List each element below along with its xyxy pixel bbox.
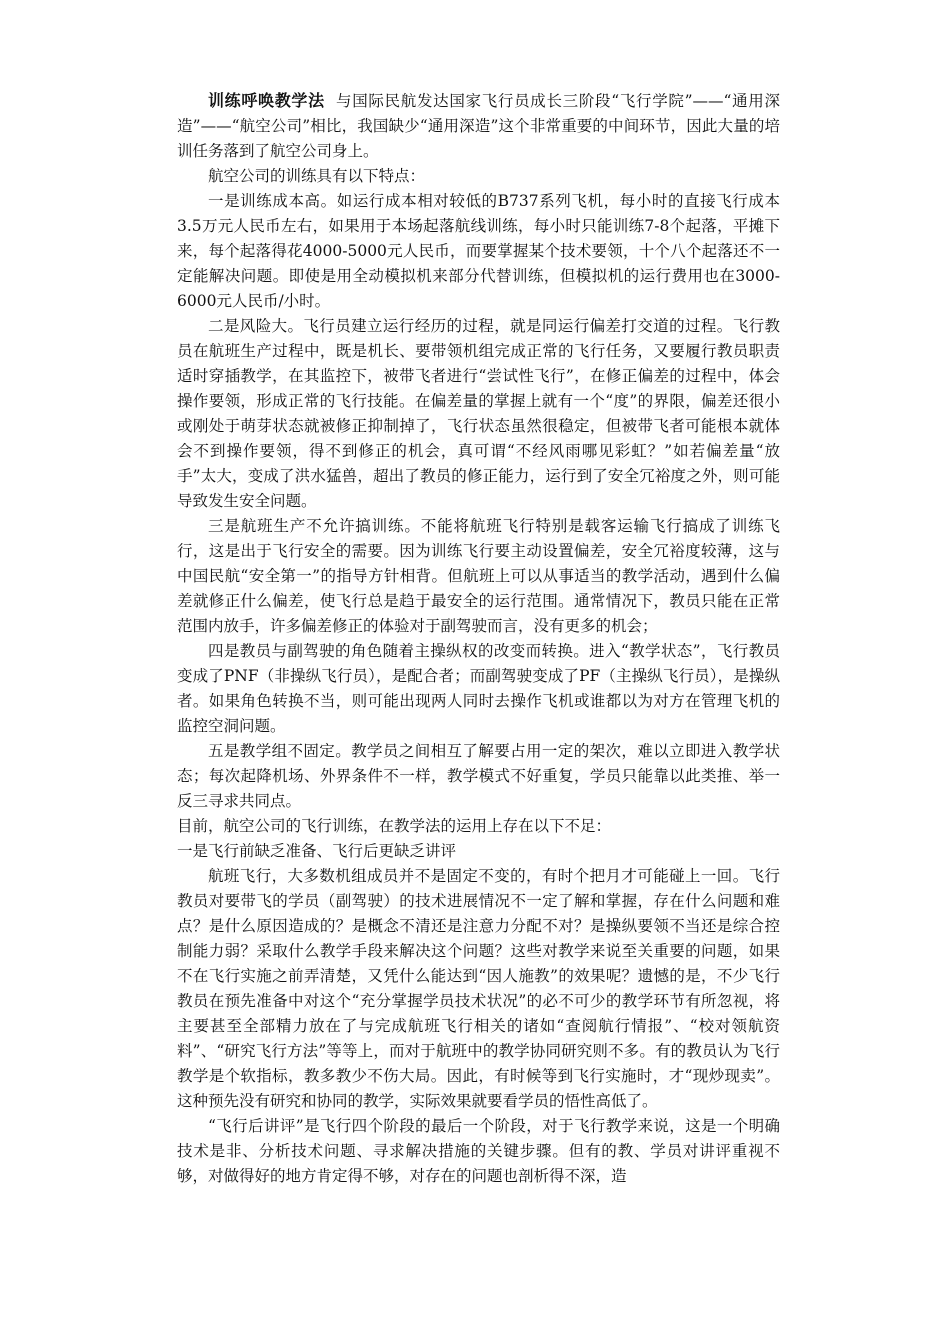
intro-paragraph: [177, 88, 780, 164]
intro-text: 与国际民航发达国家飞行员成长三阶段“飞行学院”——“通用深造”——“航空公司”相比，我国缺少“通用深造”这个非常重要的中间环节，因此大量的培训任务落到了航空公司身上。: [177, 92, 780, 160]
feature-point-3: 三是航班生产不允许搞训练。不能将航班飞行特别是载客运输飞行搞成了训练飞行，这是出于飞行安全的需要。因为训练飞行要主动设置偏差，安全冗裕度较薄，这与中国民航“安全第一”的指导方针相背。但航班上可以从事适当的教学活动，遇到什么偏差就修正什么偏差，使飞行总是趋于最安全的运行范围。通常情况下，教员只能在正常范围内放手，许多偏差修正的体验对于副驾驶而言，没有更多的机会；: [177, 517, 780, 635]
document-page: [177, 88, 780, 1189]
shortcoming-1-title: 一是飞行前缺乏准备、飞行后更缺乏讲评: [177, 842, 457, 860]
body-paragraph-2: “飞行后讲评”是飞行四个阶段的最后一个阶段，对于飞行教学来说，这是一个明确技术是非、分析技术问题、寻求解决措施的关键步骤。但有的教、学员对讲评重视不够，对做得好的地方肯定得不够，对存在的问题也剖析得不深，造: [177, 1117, 780, 1185]
features-intro: 航空公司的训练具有以下特点：: [208, 167, 426, 185]
shortcomings-intro: 目前，航空公司的飞行训练，在教学法的运用上存在以下不足：: [177, 817, 612, 835]
feature-point-2: 二是风险大。飞行员建立运行经历的过程，就是同运行偏差打交道的过程。飞行教员在航班生产过程中，既是机长、要带领机组完成正常的飞行任务，又要履行教员职责适时穿插教学，在其监控下，被带飞者进行“尝试性飞行”，在修正偏差的过程中，体会操作要领，形成正常的飞行技能。在偏差量的掌握上就有一个“度”的界限，偏差还很小或刚处于萌芽状态就被修正抑制掉了，飞行状态虽然很稳定，但被带飞者可能根本就体会不到操作要领，得不到修正的机会，真可谓“不经风雨哪见彩虹？”如若偏差量“放手”太大，变成了洪水猛兽，超出了教员的修正能力，运行到了安全冗裕度之外，则可能导致发生安全问题。: [177, 317, 780, 510]
feature-point-4: 四是教员与副驾驶的角色随着主操纵权的改变而转换。进入“教学状态”，飞行教员变成了PNF（非操纵飞行员），是配合者；而副驾驶变成了PF（主操纵飞行员），是操纵者。如果角色转换不当，则可能出现两人同时去操作飞机或谁都以为对方在管理飞机的监控空洞问题。: [177, 642, 780, 735]
feature-point-1: 一是训练成本高。如运行成本相对较低的B737系列飞机，每小时的直接飞行成本3.5万元人民币左右，如果用于本场起落航线训练，每小时只能训练7-8个起落，平摊下来，每个起落得花4000-5000元人民币，而要掌握某个技术要领，十个八个起落还不一定能解决问题。即使是用全动模拟机来部分代替训练，但模拟机的运行费用也在3000-6000元人民币/小时。: [177, 192, 780, 310]
feature-point-5: 五是教学组不固定。教学员之间相互了解要占用一定的架次，难以立即进入教学状态；每次起降机场、外界条件不一样，教学模式不好重复，学员只能靠以此类推、举一反三寻求共同点。: [177, 742, 780, 810]
body-paragraph-1: 航班飞行，大多数机组成员并不是固定不变的，有时个把月才可能碰上一回。飞行教员对要带飞的学员（副驾驶）的技术进展情况不一定了解和掌握，存在什么问题和难点？是什么原因造成的？是概念不清还是注意力分配不对？是操纵要领不当还是综合控制能力弱？采取什么教学手段来解决这个问题？这些对教学来说至关重要的问题，如果不在飞行实施之前弄清楚，又凭什么能达到“因人施教”的效果呢？遗憾的是，不少飞行教员在预先准备中对这个“充分掌握学员技术状况”的必不可少的教学环节有所忽视，将主要甚至全部精力放在了与完成航班飞行相关的诸如“查阅航行情报”、“校对领航资料”、“研究飞行方法”等等上，而对于航班中的教学协同研究则不多。有的教员认为飞行教学是个软指标，教多教少不伤大局。因此，有时候等到飞行实施时，才“现炒现卖”。这种预先没有研究和协同的教学，实际效果就要看学员的悟性高低了。: [177, 867, 780, 1110]
section-title: 训练呼唤教学法: [208, 91, 325, 110]
